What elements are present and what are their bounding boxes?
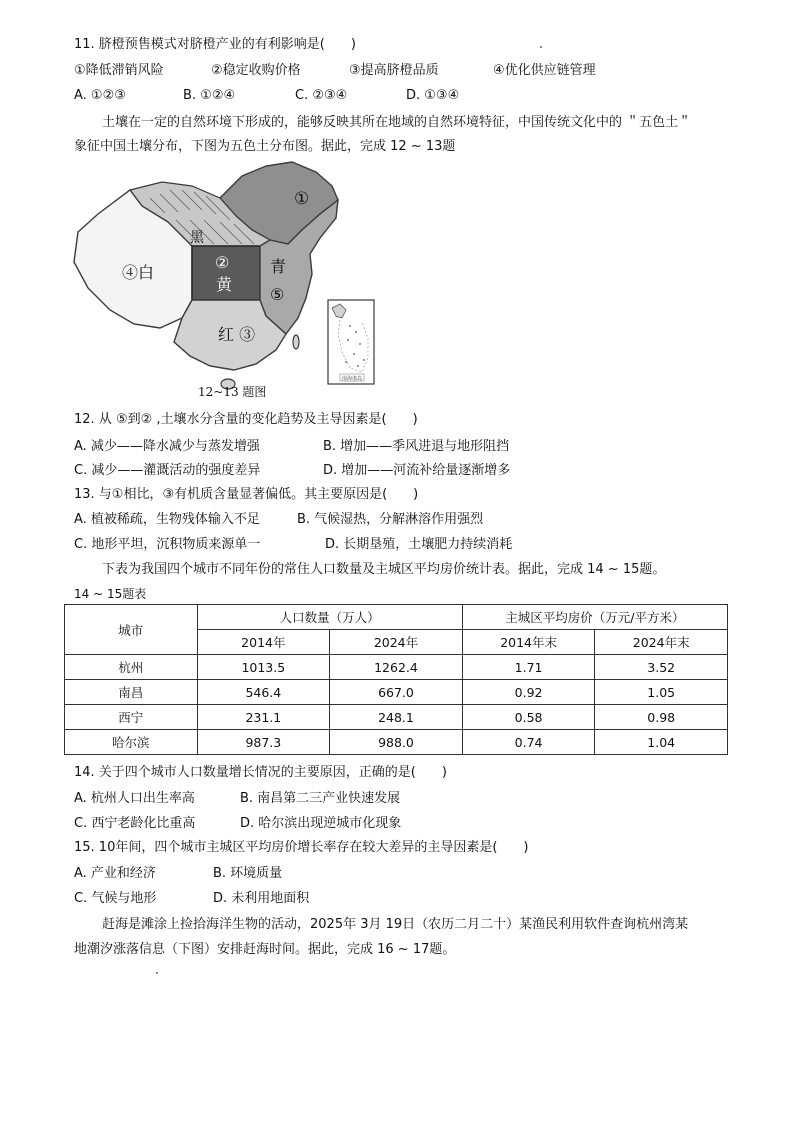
label-white-4: ④白 [122,263,155,282]
header-price: 主城区平均房价（万元/平方米） [462,605,727,630]
cell-pop-2014: 987.3 [197,730,330,755]
q12-stem: 12. 从 ⑤到② ,土壤水分含量的变化趋势及主导因素是( ) [74,412,418,427]
q15-option-b: B. 环境质量 [213,866,283,881]
taiwan-island [293,335,299,349]
cell-city: 杭州 [65,655,198,680]
subheader-price-2024: 2024年末 [595,630,728,655]
q13-option-d: D. 长期垦殖，土壤肥力持续消耗 [325,537,513,552]
label-black: 黑 [190,230,204,246]
table-intro: 下表为我国四个城市不同年份的常住人口数量及主城区平均房价统计表。据此，完成 14 ~ 15题。 [102,562,666,577]
q13-option-b: B. 气候湿热，分解淋溶作用强烈 [297,512,484,527]
cell-pop-2014: 231.1 [197,705,330,730]
cell-pop-2014: 1013.5 [197,655,330,680]
inset-label: 南海诸岛 [342,376,363,382]
q15-stem: 15. 10年间，四个城市主城区平均房价增长率存在较大差异的主导因素是( ) [74,840,529,855]
q14-stem: 14. 关于四个城市人口数量增长情况的主要原因，正确的是( ) [74,765,447,780]
table-row [65,730,728,755]
q11-item-2: ②稳定收购价格 [211,63,301,78]
q14-option-c: C. 西宁老龄化比重高 [74,816,196,831]
cell-pop-2014: 546.4 [197,680,330,705]
q11-option-c: C. ②③④ [295,88,348,103]
five-color-soil-map [70,158,390,402]
q13-option-c: C. 地形平坦，沉积物质来源单一 [74,537,261,552]
cell-city: 西宁 [65,705,198,730]
q14-option-a: A. 杭州人口出生率高 [74,791,195,806]
q11-item-1: ①降低滞销风险 [74,63,164,78]
table-row [65,705,728,730]
q12-option-c: C. 减少——灌溉活动的强度差异 [74,463,261,478]
q15-option-d: D. 未利用地面积 [213,891,310,906]
table-row [65,680,728,705]
cell-price-2024: 0.98 [595,705,728,730]
scan-speck [540,46,542,48]
table-row [65,655,728,680]
scan-speck [156,972,158,974]
soil-intro-line2: 象征中国土壤分布，下图为五色土分布图。据此，完成 12 ~ 13题 [74,139,456,154]
subheader-pop-2014: 2014年 [197,630,330,655]
header-city: 城市 [65,605,198,655]
label-region-1: ① [294,189,310,209]
tide-intro-line2: 地潮汐涨落信息（下图）安排赶海时间。据此，完成 16 ~ 17题。 [74,942,456,957]
table-caption: 14 ~ 15题表 [74,587,147,601]
cell-pop-2024: 248.1 [330,705,463,730]
label-red-3: 红 ③ [218,325,256,344]
cell-price-2014: 0.58 [462,705,595,730]
q14-option-b: B. 南昌第二三产业快速发展 [240,791,401,806]
cell-price-2024: 3.52 [595,655,728,680]
cell-price-2014: 0.74 [462,730,595,755]
city-stats-table [64,604,728,755]
q11-option-d: D. ①③④ [406,88,460,103]
label-yellow: 黄 [216,275,233,294]
cell-pop-2024: 988.0 [330,730,463,755]
cell-price-2014: 0.92 [462,680,595,705]
cell-pop-2024: 667.0 [330,680,463,705]
header-population: 人口数量（万人） [197,605,462,630]
cell-pop-2024: 1262.4 [330,655,463,680]
cell-city: 哈尔滨 [65,730,198,755]
map-caption: 12~13 题图 [198,385,267,399]
q14-option-d: D. 哈尔滨出现逆城市化现象 [240,816,402,831]
cell-city: 南昌 [65,680,198,705]
cell-price-2024: 1.04 [595,730,728,755]
q13-option-a: A. 植被稀疏，生物残体输入不足 [74,512,260,527]
q13-stem: 13. 与①相比，③有机质含量显著偏低。其主要原因是( ) [74,487,419,502]
q11-option-b: B. ①②④ [183,88,236,103]
subheader-price-2014: 2014年末 [462,630,595,655]
subheader-pop-2024: 2024年 [330,630,463,655]
south-sea-inset [328,300,374,384]
q15-option-a: A. 产业和经济 [74,866,156,881]
tide-intro-line1: 赶海是滩涂上捡拾海洋生物的活动，2025年 3月 19日（农历二月二十）某渔民利用软件查询杭州湾某 [102,917,689,932]
q11-item-3: ③提高脐橙品质 [349,63,439,78]
q11-option-a: A. ①②③ [74,88,126,103]
cell-price-2024: 1.05 [595,680,728,705]
label-region-2: ② [215,253,230,272]
q11-item-4: ④优化供应链管理 [493,63,596,78]
q12-option-a: A. 减少——降水减少与蒸发增强 [74,439,260,454]
q12-option-b: B. 增加——季风进退与地形阻挡 [323,439,510,454]
soil-intro-line1: 土壤在一定的自然环境下形成的，能够反映其所在地域的自然环境特征，中国传统文化中的 ＂五色土＂ [102,115,692,130]
label-region-5: ⑤ [270,285,285,304]
q15-option-c: C. 气候与地形 [74,891,157,906]
q11-stem: 11. 脐橙预售模式对脐橙产业的有利影响是( ) [74,37,356,52]
cell-price-2014: 1.71 [462,655,595,680]
label-green: 青 [270,257,287,276]
q12-option-d: D. 增加——河流补给量逐渐增多 [323,463,511,478]
